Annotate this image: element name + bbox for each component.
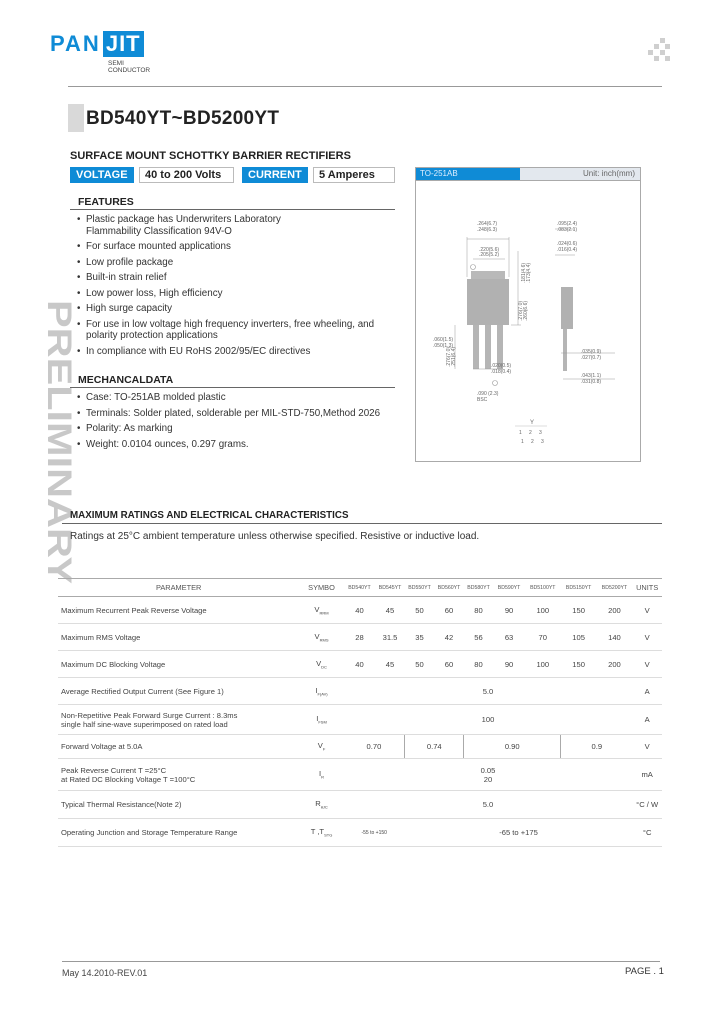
- feature-item: • In compliance with EU RoHS 2002/95/EC directives: [70, 344, 400, 360]
- row-param: Operating Junction and Storage Temperature Range: [58, 819, 299, 847]
- pin-label: 2: [531, 439, 534, 445]
- dim-text: .205(5.2): [479, 252, 500, 258]
- current-value: 5 Amperes: [313, 167, 395, 183]
- header-col: BD5100YT: [525, 579, 561, 597]
- mech-item: • Terminals: Solder plated, solderable per MIL-STD-750,Method 2026: [70, 406, 400, 422]
- row-param: Maximum Recurrent Peak Reverse Voltage: [58, 597, 299, 624]
- row-symbol-sub: F: [322, 746, 326, 752]
- pin-number: 2: [529, 430, 532, 436]
- table-row: [58, 759, 662, 791]
- panjit-logo: [50, 31, 144, 57]
- row-unit: A: [632, 678, 662, 705]
- row-param: [58, 705, 299, 735]
- header-col: BD540YT: [344, 579, 376, 597]
- cell: 42: [434, 624, 464, 651]
- dots-decoration: [648, 38, 670, 64]
- footer-rule: [62, 961, 660, 962]
- dim-text: .018(0.4): [491, 369, 512, 375]
- feature-item: • Low power loss, High efficiency: [70, 286, 400, 302]
- max-ratings-rule: [62, 523, 662, 524]
- vf-cell: 0.70: [344, 735, 405, 759]
- header-col: BD5150YT: [561, 579, 597, 597]
- row-unit: V: [632, 624, 662, 651]
- dim-text: .264(6.7): [477, 221, 498, 227]
- row-unit: A: [632, 705, 662, 735]
- dim-text: .031(0.8): [581, 379, 602, 385]
- row-symbol-sub: RRM: [319, 610, 329, 616]
- mech-rule: [70, 387, 395, 388]
- merged-cell: [344, 759, 633, 791]
- features-rule: [70, 209, 395, 210]
- dim-text: .050(1.3): [433, 343, 454, 349]
- row-symbol-sub: FSM: [318, 719, 327, 725]
- row-symbol-main: I: [319, 769, 322, 779]
- cell: 28: [344, 624, 376, 651]
- dim-text: .016(0.4): [557, 247, 578, 253]
- dim-text: BSC: [477, 397, 488, 403]
- table-row: [58, 791, 662, 819]
- pin-marker-circle: [471, 265, 476, 270]
- row-param: Maximum RMS Voltage: [58, 624, 299, 651]
- pin-number: 1: [519, 430, 522, 436]
- logo-sub-line2: CONDUCTOR: [108, 67, 151, 74]
- row-param-line1: Non-Repetitive Peak Forward Surge Current : 8.3ms: [61, 710, 238, 720]
- row-symbol-main: T ,T: [310, 827, 325, 837]
- cell: 45: [375, 651, 405, 678]
- feature-item: • For surface mounted applications: [70, 239, 400, 255]
- product-subtitle: SURFACE MOUNT SCHOTTKY BARRIER RECTIFIERS: [70, 150, 351, 162]
- row-unit: V: [632, 597, 662, 624]
- header-col: BD550YT: [405, 579, 435, 597]
- pkg-body: [467, 279, 509, 325]
- feature-item: • Low profile package: [70, 255, 400, 271]
- header-col: BD545YT: [375, 579, 405, 597]
- row-symbol-main: I: [316, 714, 319, 724]
- pkg-lead-1: [473, 325, 479, 369]
- cell: 60: [434, 597, 464, 624]
- dim-text: .060(1.5): [433, 337, 454, 343]
- vf-cell: 0.90: [464, 735, 561, 759]
- pkg-side-lead: [563, 329, 567, 371]
- table-row: [58, 678, 662, 705]
- vf-cell: 0.9: [561, 735, 633, 759]
- cell: 50: [405, 597, 435, 624]
- row-symbol: [299, 759, 343, 791]
- row-symbol: [299, 678, 343, 705]
- preliminary-watermark-svg: [14, 300, 78, 585]
- cell: 150: [561, 651, 597, 678]
- row-unit: V: [632, 735, 662, 759]
- dim-text: .181(4.6): [521, 262, 527, 283]
- merged-cell: 100: [344, 705, 633, 735]
- cell: 100: [525, 651, 561, 678]
- dim-text: .248(6.3): [477, 227, 498, 233]
- feature-item: • High surge capacity: [70, 301, 400, 317]
- row-symbol: [299, 791, 343, 819]
- cell: 35: [405, 624, 435, 651]
- row-param: Forward Voltage at 5.0A: [58, 735, 299, 759]
- package-header: [415, 167, 641, 181]
- pin-marker-circle: [493, 381, 498, 386]
- dim-text: .276(7.0): [518, 300, 524, 321]
- row-symbol-sub: DC: [321, 664, 327, 670]
- pin-number: 3: [539, 430, 542, 436]
- row-symbol-sub: θJC: [320, 804, 328, 810]
- table-row: [58, 597, 662, 624]
- dim-text: .173(4.4): [526, 262, 532, 283]
- row-param: [58, 759, 299, 791]
- dim-text: .090 (2.3): [477, 391, 499, 397]
- merged-cell: -65 to +175: [405, 819, 633, 847]
- cell: 80: [464, 651, 494, 678]
- row-symbol-main: V: [314, 631, 320, 641]
- cell: 70: [525, 624, 561, 651]
- feature-item: Flammability Classification 94V-O: [86, 225, 232, 237]
- cell: 60: [434, 651, 464, 678]
- voltage-value: 40 to 200 Volts: [139, 167, 234, 183]
- table-row: [58, 819, 662, 847]
- row-symbol-main: I: [315, 685, 318, 695]
- dim-text: .035(0.9): [581, 349, 602, 355]
- dim-text: .083(2.1): [557, 227, 578, 233]
- cell: 40: [344, 597, 376, 624]
- row-param: Average Rectified Output Current (See Figure 1): [58, 678, 299, 705]
- page-title: BD540YT~BD5200YT: [86, 108, 280, 129]
- dim-text: .220(5.6): [479, 247, 500, 253]
- row-unit: V: [632, 651, 662, 678]
- row-symbol-main: V: [314, 604, 320, 614]
- logo-sub-line1: SEMI: [108, 60, 124, 67]
- feature-item: • Built-in strain relief: [70, 270, 400, 286]
- dim-text: .095(2.4): [557, 221, 578, 227]
- row-param-line2: single half sine-wave superimposed on rated load: [61, 719, 228, 729]
- table-row: [58, 735, 662, 759]
- vf-cell: 0.74: [405, 735, 464, 759]
- cell: 40: [344, 651, 376, 678]
- cell: 200: [597, 597, 633, 624]
- merged-cell: 5.0: [344, 678, 633, 705]
- row-param-line1: Peak Reverse Current T =25°C: [61, 765, 167, 775]
- cell: 45: [375, 597, 405, 624]
- cell: 63: [493, 624, 525, 651]
- features-list: [70, 212, 400, 359]
- row-symbol: [299, 705, 343, 735]
- pkg-side-body: [561, 287, 573, 329]
- package-drawing: [415, 181, 641, 461]
- current-label: CURRENT: [242, 167, 308, 183]
- dim-text: .043(1.1): [581, 373, 602, 379]
- row-symbol: [299, 597, 343, 624]
- row-symbol: [299, 624, 343, 651]
- cell: 100: [525, 597, 561, 624]
- row-symbol-sub: F(AV): [317, 691, 328, 697]
- range-small-cell: -55 to +150: [344, 819, 405, 847]
- cell: 50: [405, 651, 435, 678]
- row-symbol-sub: RMS: [319, 637, 329, 643]
- footer-date: May 14.2010-REV.01: [62, 968, 148, 978]
- mech-list: [70, 390, 400, 452]
- features-title: FEATURES: [78, 196, 134, 208]
- footer-page: PAGE . 1: [625, 966, 664, 977]
- pin-mark: Y: [530, 420, 535, 426]
- feature-item: polarity protection applications: [86, 330, 218, 341]
- preliminary-text: PRELIMINARY: [40, 300, 78, 533]
- merged-cell: 5.0: [344, 791, 633, 819]
- logo-jit: JIT: [103, 31, 144, 57]
- pkg-tab: [471, 271, 505, 279]
- mech-item: • Polarity: As marking: [70, 421, 400, 437]
- merged-line2: 20: [483, 774, 493, 784]
- cell: 80: [464, 597, 494, 624]
- row-unit: °C: [632, 819, 662, 847]
- dim-text: .024(0.6): [557, 241, 578, 247]
- logo-pan: PAN: [50, 31, 101, 56]
- header-col: BD590YT: [493, 579, 525, 597]
- package-unit: Unit: inch(mm): [582, 169, 635, 178]
- header-units: UNITS: [632, 579, 662, 597]
- preliminary-watermark: [14, 300, 78, 585]
- row-symbol-sub: R: [321, 774, 325, 780]
- row-param-line2: at Rated DC Blocking Voltage T =100°C: [61, 774, 196, 784]
- header-col: BD560YT: [434, 579, 464, 597]
- title-accent-box: [68, 104, 84, 132]
- row-symbol: [299, 819, 343, 847]
- table-row: [58, 651, 662, 678]
- dim-text: .260(6.6): [523, 300, 529, 321]
- dim-text: .020(0.5): [491, 363, 512, 369]
- cell: 31.5: [375, 624, 405, 651]
- row-symbol-main: R: [315, 799, 321, 809]
- cell: 56: [464, 624, 494, 651]
- feature-item: • For use in low voltage high frequency inverters, free wheeling, and: [70, 317, 400, 333]
- mech-item: • Case: TO-251AB molded plastic: [70, 390, 400, 406]
- cell: 105: [561, 624, 597, 651]
- row-unit: °C / W: [632, 791, 662, 819]
- logo-subtitle: [108, 60, 150, 74]
- voltage-label: VOLTAGE: [70, 167, 134, 183]
- mech-title: MECHANCALDATA: [78, 374, 174, 386]
- row-symbol-main: V: [316, 658, 322, 668]
- table-row: [58, 705, 662, 735]
- header-symbol: SYMBO: [299, 579, 343, 597]
- row-unit: mA: [632, 759, 662, 791]
- pin-label: 1: [521, 439, 524, 445]
- header-col: BD5200YT: [597, 579, 633, 597]
- cell: 90: [493, 651, 525, 678]
- header-rule: [68, 86, 662, 87]
- row-symbol: [299, 651, 343, 678]
- dim-text: .276(7.0): [446, 346, 452, 367]
- cell: 140: [597, 624, 633, 651]
- row-symbol-sub: STG: [324, 832, 333, 838]
- max-ratings-title: MAXIMUM RATINGS AND ELECTRICAL CHARACTERISTICS: [70, 510, 349, 521]
- table-row: [58, 624, 662, 651]
- row-symbol-main: V: [317, 741, 323, 751]
- row-symbol: [299, 735, 343, 759]
- cell: 200: [597, 651, 633, 678]
- merged-line1: 0.05: [480, 765, 496, 775]
- header-parameter: PARAMETER: [58, 579, 299, 597]
- mech-item: • Weight: 0.0104 ounces, 0.297 grams.: [70, 437, 400, 453]
- cell: 150: [561, 597, 597, 624]
- characteristics-table: [58, 578, 662, 847]
- cell: 90: [493, 597, 525, 624]
- ratings-note: Ratings at 25°C ambient temperature unless otherwise specified. Resistive or inductive load.: [70, 531, 480, 542]
- row-param: Maximum DC Blocking Voltage: [58, 651, 299, 678]
- pin-label: 3: [541, 439, 544, 445]
- dim-text: .027(0.7): [581, 355, 602, 361]
- feature-item: • Plastic package has Underwriters Laboratory: [70, 212, 400, 228]
- header-col: BD580YT: [464, 579, 494, 597]
- package-name: TO-251AB: [416, 168, 520, 180]
- table-header-row: [58, 579, 662, 597]
- row-param: Typical Thermal Resistance(Note 2): [58, 791, 299, 819]
- dim-text: .251(6.4): [451, 346, 457, 367]
